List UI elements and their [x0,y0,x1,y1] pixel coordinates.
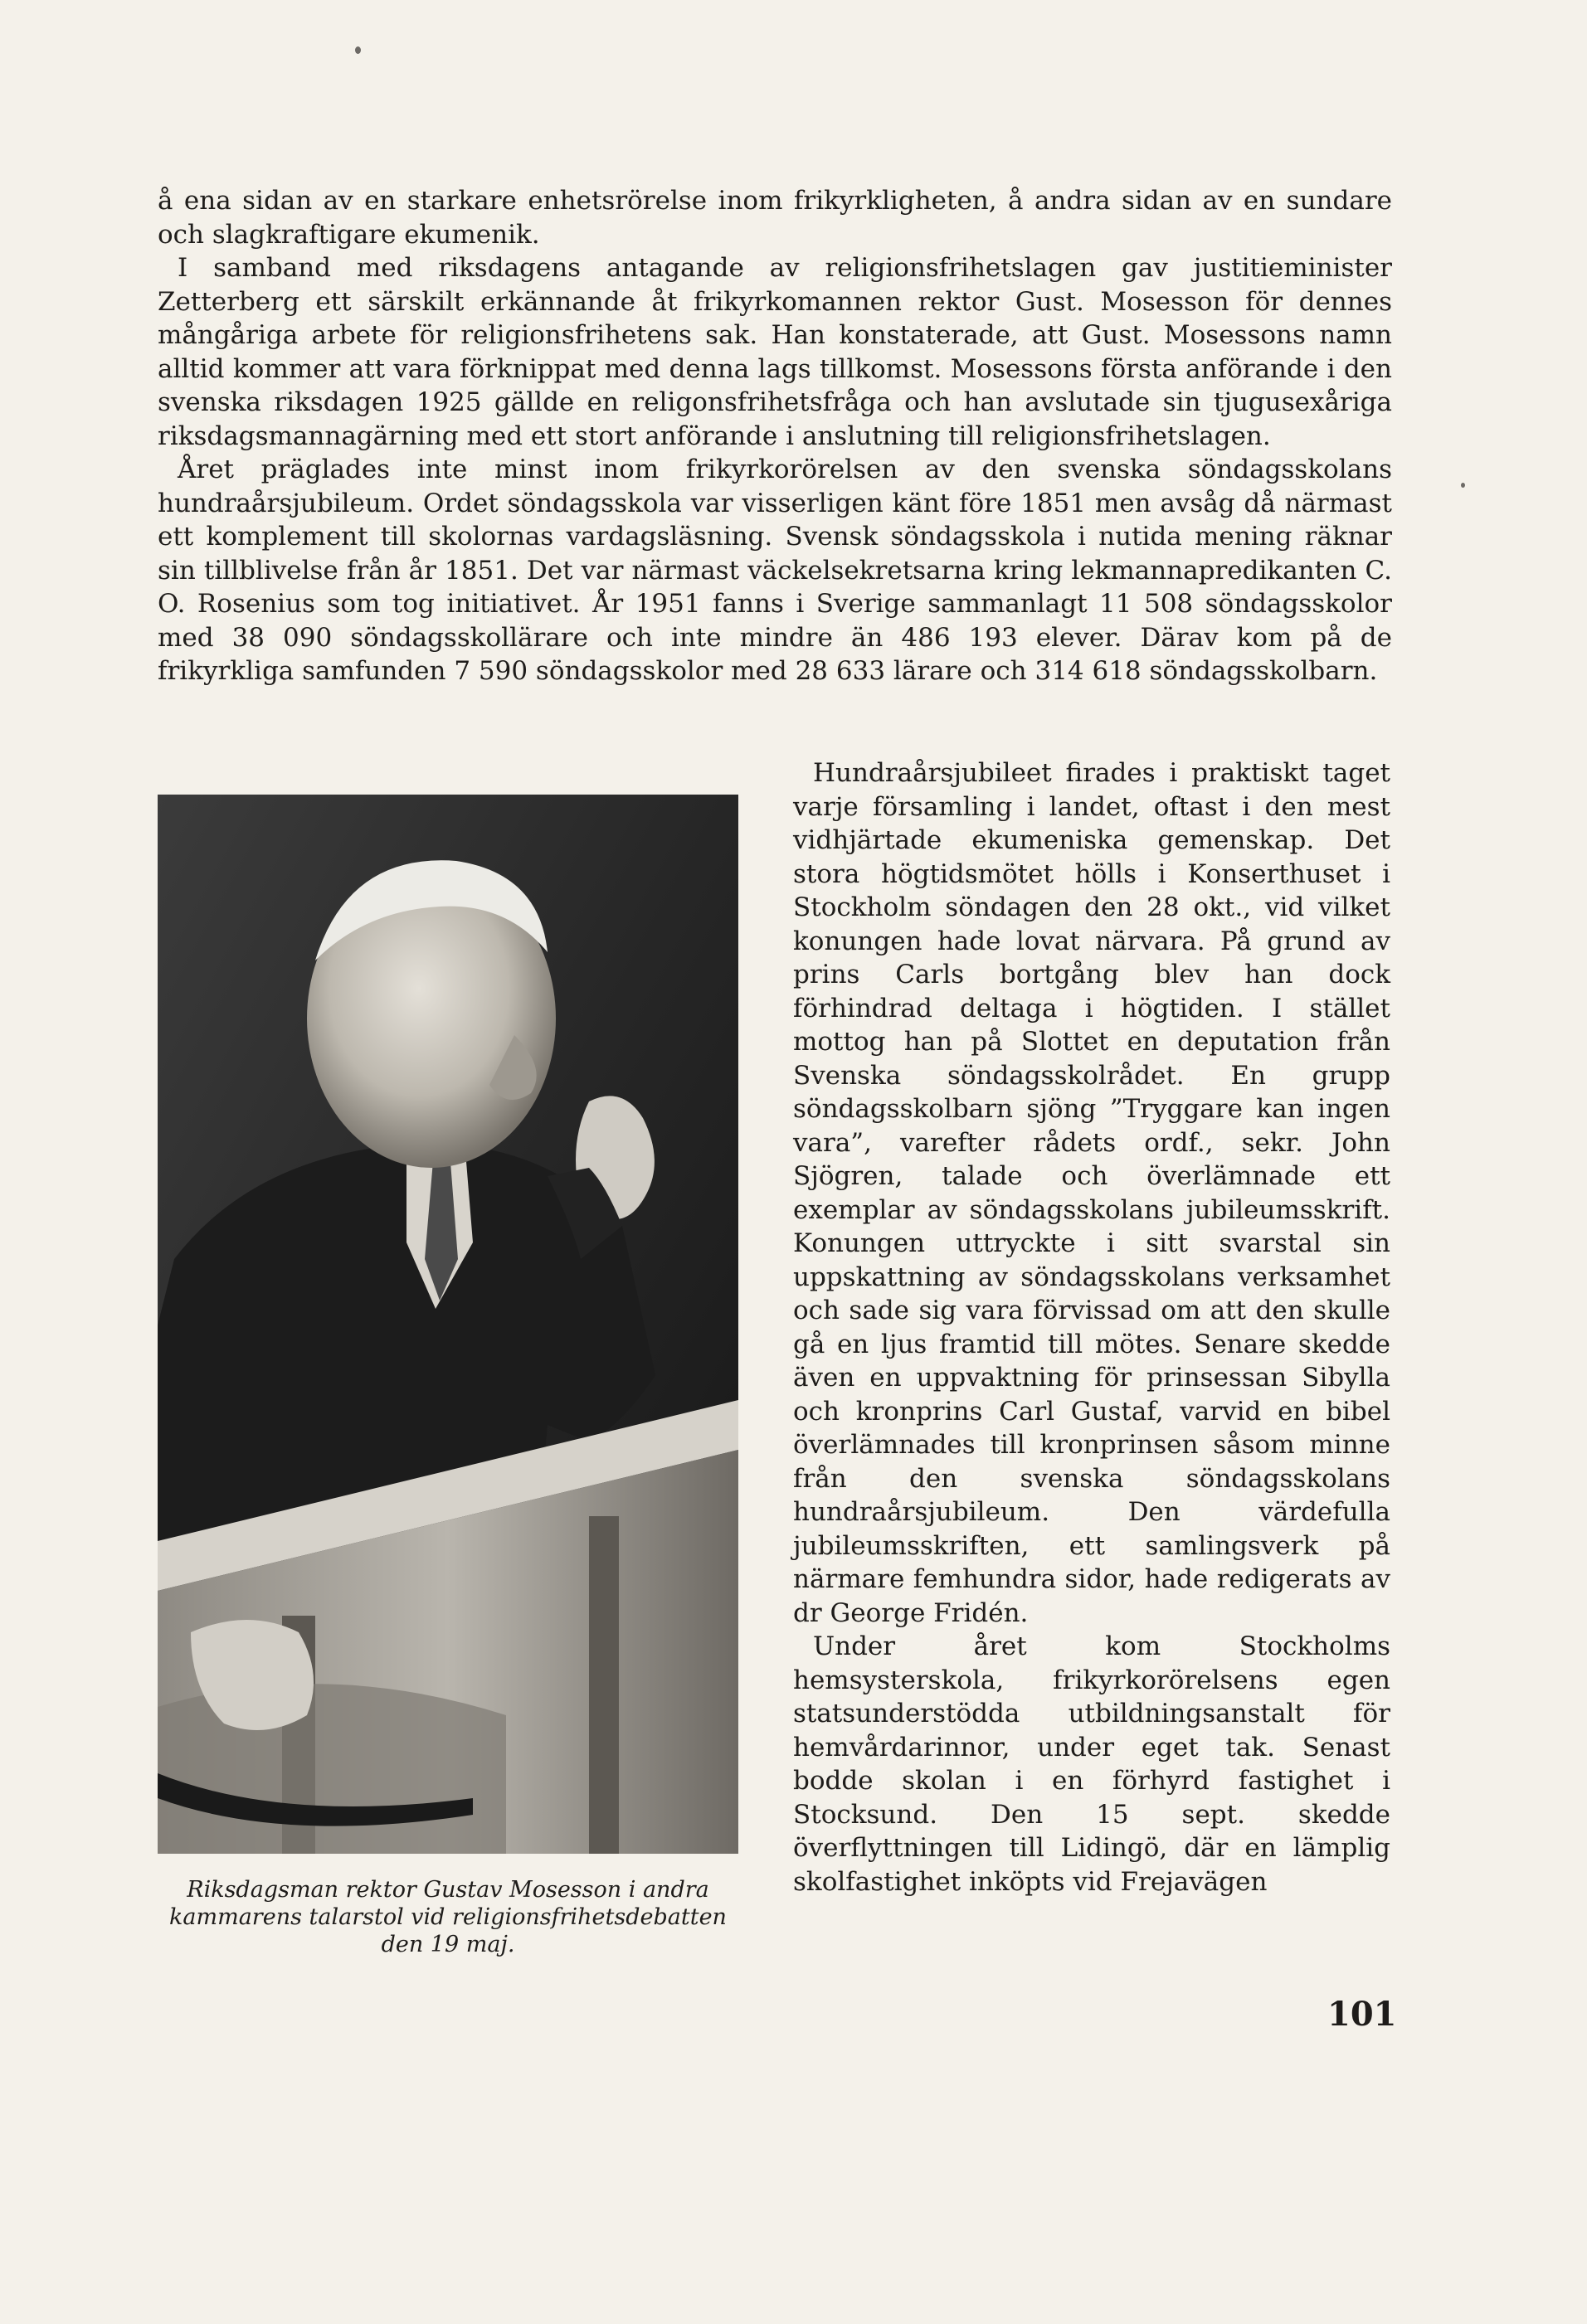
paragraph: Under året kom Stockholms hemsysterskola, frikyrkorörelsens egen statsunderstödda utbildningsanstalt för hemvårdarinnor, under eget tak. Senast bodde skolan i en förhyrd fastighet i Stocksund. Den 15 sept. skedde överflyttningen till Lidingö, där en lämplig skolfastighet inköpts vid Frejavägen [793,1631,1390,1897]
printing-speck [355,46,361,54]
paragraph: å ena sidan av en starkare enhetsrörelse inom frikyrkligheten, å andra sidan av en sundare och slagkraftigare ekumenik. [158,186,1392,250]
page-number: 101 [1327,1995,1397,2034]
photo-caption: Riksdagsman rektor Gustav Mosesson i andra kammarens talarstol vid religionsfrihetsdebatten den 19 maj. [169,1877,727,1957]
paragraph: Hundraårsjubileet firades i praktiskt taget varje församling i landet, oftast i den mest vidhjärtade ekumeniska gemenskap. Det stora högtidsmötet hölls i Konserthuset i Stockholm söndagen den 28 okt., vid vilket konungen hade lovat närvara. På grund av prins Carls bortgång blev han dock förhindrad deltaga i högtiden. I stället mottog han på Slottet en deputation från Svenska söndagsskolrådet. En grupp söndagsskolbarn sjöng ”Tryggare kan ingen vara”, varefter rådets ordf., sekr. John Sjögren, talade och överlämnade ett exemplar av söndagsskolans jubileumsskrift. Konungen uttryckte i sitt svarstal sin uppskattning av söndagsskolans verksamhet och sade sig vara förvissad om att den skulle gå en ljus framtid till mötes. Senare skedde även en uppvaktning för prinsessan Sibylla och kronprins Carl Gustaf, varvid en bibel överlämnades till kronprinsen såsom minne från den svenska söndagsskolans hundraårsjubileum. Den värdefulla jubileumsskriften, ett samlingsverk på närmare femhundra sidor, hade redigerats av dr George Fridén. [793,758,1390,1628]
full-width-text-block [158,184,1392,688]
printing-speck [1461,483,1465,488]
paragraph: Året präglades inte minst inom frikyrkorörelsen av den svenska söndagsskolans hundraårsjubileum. Ordet söndagsskola var visserligen känt före 1851 men avsåg då närmast ett komplement till skolornas vardagsläsning. Svensk söndagsskola i nutida mening räknar sin tillblivelse från år 1851. Det var närmast väckelsekretsarna kring lekmannapredikanten C. O. Rosenius som tog initiativet. År 1951 fanns i Sverige sammanlagt 11 508 söndagsskolor med 38 090 söndagsskollärare och inte mindre än 486 193 elever. Därav kom på de frikyrkliga samfunden 7 590 söndagsskolor med 28 633 lärare och 314 618 söndagsskolbarn. [158,455,1392,686]
speaker-at-lectern-illustration [158,795,738,1854]
paragraph: I samband med riksdagens antagande av religionsfrihetslagen gav justitieminister Zetterberg ett särskilt erkännande åt frikyrkomannen rektor Gust. Mosesson för dennes mångåriga arbete för religionsfrihetens sak. Han konstaterade, att Gust. Mosessons namn alltid kommer att vara förknippat med denna lags tillkomst. Mosessons första anförande i den svenska riksdagen 1925 gällde en religonsfrihetsfråga och han avslutade sin tjugusexåriga riksdagsmannagärning med ett stort anförande i anslutning till religionsfrihetslagen. [158,253,1392,451]
right-column-text-block [793,756,1390,1899]
portrait-photo [158,795,738,1854]
